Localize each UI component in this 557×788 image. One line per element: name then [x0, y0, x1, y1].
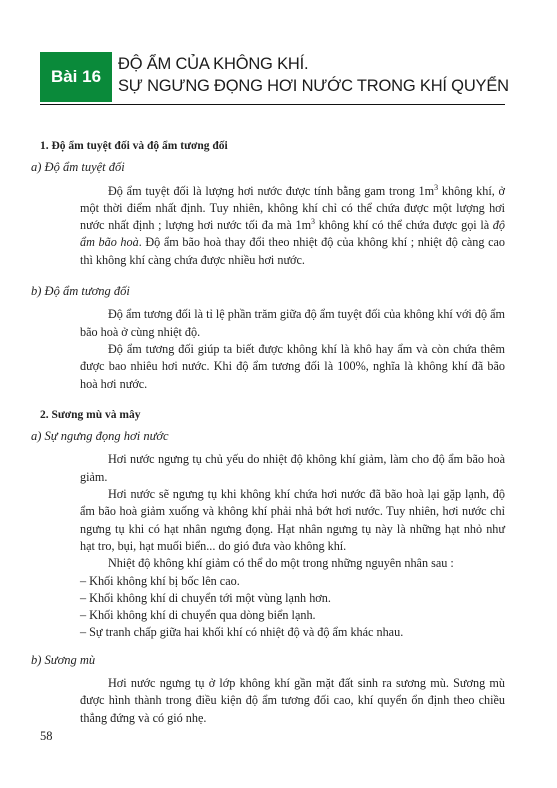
lesson-header	[40, 52, 510, 102]
section2-sub-b: b) Sương mù	[31, 652, 96, 667]
header-rule	[40, 104, 505, 105]
list-item: – Khối không khí di chuyển qua dòng biển lạnh.	[80, 608, 316, 623]
section2-sub-a: a) Sự ngưng đọng hơi nước	[31, 429, 169, 444]
list-item: – Khối không khí bị bốc lên cao.	[80, 573, 240, 588]
lesson-badge: Bài 16	[40, 52, 112, 102]
section2-b-paragraph: Hơi nước ngưng tụ ở lớp không khí gần mặt đất sinh ra sương mù. Sương mù được hình thành trong điều kiện độ ẩm tương đối cao, khí quyển ổn định theo chiều thẳng đứng và có gió nhẹ.	[80, 676, 505, 725]
lesson-title	[118, 53, 509, 97]
section1-a-paragraph: Độ ẩm tuyệt đối là lượng hơi nước được tính bằng gam trong $1m^3$ không khí, ở một thời điểm nhất định. Tuy nhiên, không khí chỉ có thể chứa được một lượng hơi nước nhất định ; lượng hơi nước tối đa mà $1m^3$ không khí có thể chứa được gọi là độ ẩm bão hoà. Độ ẩm bão hoà thay đổi theo nhiệt độ của không khí ; nhiệt độ càng cao thì không khí càng chứa được nhiều hơi nước.	[80, 182, 505, 267]
section2-a-paragraph2: Hơi nước sẽ ngưng tụ khi không khí chứa hơi nước đã bão hoà lại gặp lạnh, độ ẩm bão hoà giảm xuống và không khí phải nhả bớt hơi nước. Tuy nhiên, hơi nước chỉ ngưng tụ khi có hạt nhân ngưng đọng. Hạt nhân ngưng tụ này là những hạt nhỏ như hạt tro, bụi, hạt muối biển... do gió đưa vào không khí.	[80, 487, 505, 553]
page-content	[31, 138, 505, 727]
section2-a-paragraph3: Nhiệt độ không khí giảm có thể do một trong những nguyên nhân sau :	[108, 556, 454, 571]
list-item: – Sự tranh chấp giữa hai khối khí có nhiệt độ và độ ẩm khác nhau.	[80, 625, 404, 640]
list-item: – Khối không khí di chuyển tới một vùng lạnh hơn.	[80, 590, 331, 605]
section1-sub-b: b) Độ ẩm tương đối	[31, 284, 130, 299]
section1-sub-a: a) Độ ẩm tuyệt đối	[31, 160, 125, 175]
section2-heading: 2. Sương mù và mây	[40, 408, 141, 421]
section1-b-paragraph1: Độ ẩm tương đối là tỉ lệ phần trăm giữa độ ẩm tuyệt đối của không khí với độ ẩm bão hoà ở cùng nhiệt độ.	[80, 307, 505, 339]
section1-heading: 1. Độ ẩm tuyệt đối và độ ẩm tương đối	[40, 140, 228, 152]
section1-b-paragraph2: Độ ẩm tương đối giúp ta biết được không khí là khô hay ẩm và còn chứa thêm được bao nhiêu hơi nước. Khi độ ẩm tương đối là 100%, nghĩa là không khí đã bão hoà hơi nước.	[80, 341, 505, 391]
lesson-title-line1: ĐỘ ẨM CỦA KHÔNG KHÍ.	[118, 55, 309, 73]
section2-a-paragraph1: Hơi nước ngưng tụ chủ yếu do nhiệt độ không khí giảm, làm cho độ ẩm bão hoà giảm.	[80, 452, 505, 484]
page-number: 58	[40, 729, 53, 743]
lesson-title-line2: SỰ NGƯNG ĐỌNG HƠI NƯỚC TRONG KHÍ QUYỂN	[118, 77, 509, 95]
